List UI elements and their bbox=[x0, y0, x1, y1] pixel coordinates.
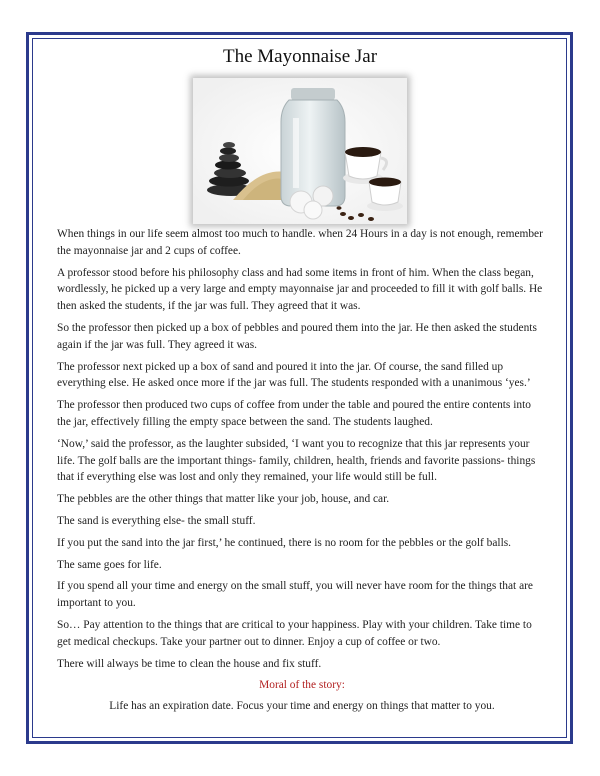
story-paragraph: A professor stood before his philosophy class and had some items in front of him. When the class began, wordlessly, he picked up a very large and empty mayonnaise jar and proceeded to fill it with golf balls. He then asked the students, if the jar was full. They agreed that it was. bbox=[57, 266, 543, 313]
story-paragraph: If you put the sand into the jar first,’ he continued, there is no room for the pebbles or the golf balls. bbox=[57, 536, 512, 549]
story-paragraph: There will always be time to clean the house and fix stuff. bbox=[57, 657, 322, 670]
story-paragraph: The sand is everything else- the small stuff. bbox=[57, 514, 256, 527]
illustration-photo bbox=[193, 78, 407, 224]
closing-line: Life has an expiration date. Focus your time and energy on things that matter to you. bbox=[109, 700, 495, 713]
jar-stones-coffee-illustration bbox=[193, 78, 407, 224]
story-paragraph: If you spend all your time and energy on the small stuff, you will never have room for the things that are important to you. bbox=[57, 580, 533, 610]
page-title: The Mayonnaise Jar bbox=[222, 46, 378, 67]
moral-heading: Moral of the story: bbox=[259, 679, 345, 692]
story-paragraph: So… Pay attention to the things that are critical to your happiness. Play with your children. Take time to get medical checkups. Take your partner out to dinner. Enjoy a cup of coffee or two. bbox=[57, 618, 532, 648]
story-paragraph: The professor next picked up a box of sand and poured it into the jar. Of course, the sand filled up everything else. He asked once more if the jar was full. The students responded with a unanimous ‘yes.’ bbox=[57, 360, 531, 390]
story-paragraph: So the professor then picked up a box of pebbles and poured them into the jar. He then asked the students again if the jar was full. They agreed it was. bbox=[57, 321, 537, 351]
story-paragraph: The same goes for life. bbox=[57, 558, 162, 571]
story-paragraph: When things in our life seem almost too much to handle. when 24 Hours in a day is not enough, remember the mayonnaise jar and 2 cups of coffee. bbox=[57, 228, 543, 257]
story-paragraph: ‘Now,’ said the professor, as the laughter subsided, ‘I want you to recognize that this jar represents your life. The golf balls are the important things- family, children, health, friends and favorite passions- things that if everything else was lost and only they remained, your life would still be full. bbox=[57, 437, 536, 484]
story-paragraph: The pebbles are the other things that matter like your job, house, and car. bbox=[57, 493, 390, 506]
story-paragraph: The professor then produced two cups of coffee from under the table and poured the entire contents into the jar, effectively filling the empty space between the sand. The students laughed. bbox=[57, 399, 531, 428]
story-body bbox=[57, 226, 547, 715]
